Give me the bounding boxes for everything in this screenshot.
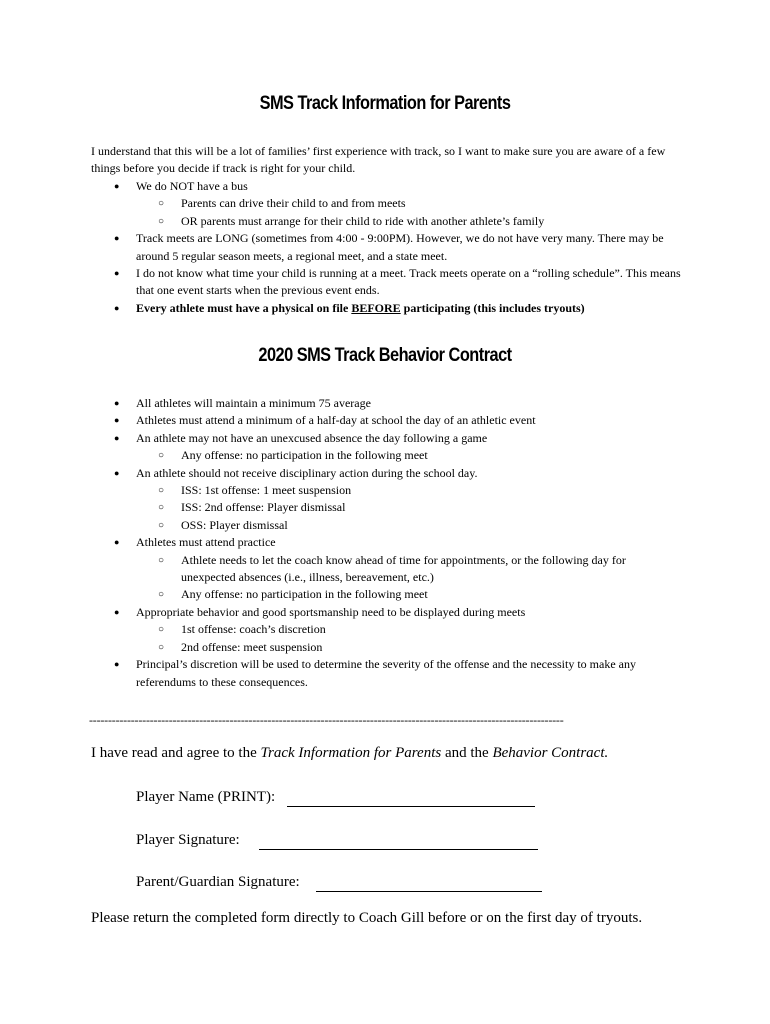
list-item: ● All athletes will maintain a minimum 75 average: [0, 395, 770, 412]
cut-line-divider: -----------------------------------------------------------------------------------------------------------------------------: [89, 713, 564, 727]
player-signature-field[interactable]: [259, 849, 538, 850]
intro-paragraph: I understand that this will be a lot of families’ first experience with track, so I want to make sure you are aware of a few things before you decide if track is right for your child.: [91, 144, 666, 176]
physical-before-emphasis: BEFORE: [351, 300, 401, 315]
physical-text-post: participating (this includes tryouts): [400, 300, 585, 315]
agreement-statement: [91, 745, 608, 762]
list-item: ○ ISS: 1st offense: 1 meet suspension: [0, 482, 770, 499]
agree-doc-contract: Behavior Contract.: [492, 745, 609, 761]
contract-title: 2020 SMS Track Behavior Contract: [258, 345, 512, 366]
list-item: ○ Any offense: no participation in the following meet: [0, 586, 770, 603]
list-item: ○ OR parents must arrange for their child to ride with another athlete’s family: [0, 213, 770, 230]
agree-doc-info: Track Information for Parents: [260, 745, 442, 761]
list-item: ● We do NOT have a bus: [0, 178, 770, 195]
list-item: ○ ISS: 2nd offense: Player dismissal: [0, 499, 770, 516]
info-title: SMS Track Information for Parents: [259, 93, 511, 114]
list-item: ○ Any offense: no participation in the following meet: [0, 447, 770, 464]
list-item: ● Principal’s discretion will be used to determine the severity of the offense and the necessity to make any referendums to these consequences.: [0, 656, 770, 691]
player-name-label: Player Name (PRINT):: [136, 789, 276, 805]
list-item: ● Athletes must attend a minimum of a half-day at school the day of an athletic event: [0, 412, 770, 429]
agree-text-pre: I have read and agree to the: [91, 745, 261, 761]
agree-text-mid: and the: [441, 745, 493, 761]
physical-text-pre: Every athlete must have a physical on file: [136, 300, 352, 315]
list-item: ● I do not know what time your child is running at a meet. Track meets operate on a “rolling schedule”. This means that one event starts when the previous event ends.: [0, 265, 770, 300]
list-item: ● An athlete may not have an unexcused absence the day following a game: [0, 430, 770, 447]
contract-list: [0, 395, 770, 691]
list-item: ○ Parents can drive their child to and from meets: [0, 195, 770, 212]
list-item: ○ 1st offense: coach’s discretion: [0, 621, 770, 638]
info-list: [0, 178, 770, 317]
list-item: ○ 2nd offense: meet suspension: [0, 639, 770, 656]
physical-requirement: [0, 300, 770, 317]
player-name-field[interactable]: [287, 806, 535, 807]
list-item: ○ OSS: Player dismissal: [0, 517, 770, 534]
return-instructions: Please return the completed form directly to Coach Gill before or on the first day of tryouts.: [91, 910, 643, 926]
player-signature-label: Player Signature:: [136, 832, 240, 848]
list-item: ● An athlete should not receive disciplinary action during the school day.: [0, 465, 770, 482]
guardian-signature-field[interactable]: [316, 891, 542, 892]
list-item: ○ Athlete needs to let the coach know ahead of time for appointments, or the following day for unexpected absences (i.e., illness, bereavement, etc.): [0, 552, 770, 587]
list-item: ● Appropriate behavior and good sportsmanship need to be displayed during meets: [0, 604, 770, 621]
list-item: ● Athletes must attend practice: [0, 534, 770, 551]
guardian-signature-label: Parent/Guardian Signature:: [136, 874, 300, 890]
list-item: ● Track meets are LONG (sometimes from 4:00 - 9:00PM). However, we do not have very many. There may be around 5 regular season meets, a regional meet, and a state meet.: [0, 230, 770, 265]
